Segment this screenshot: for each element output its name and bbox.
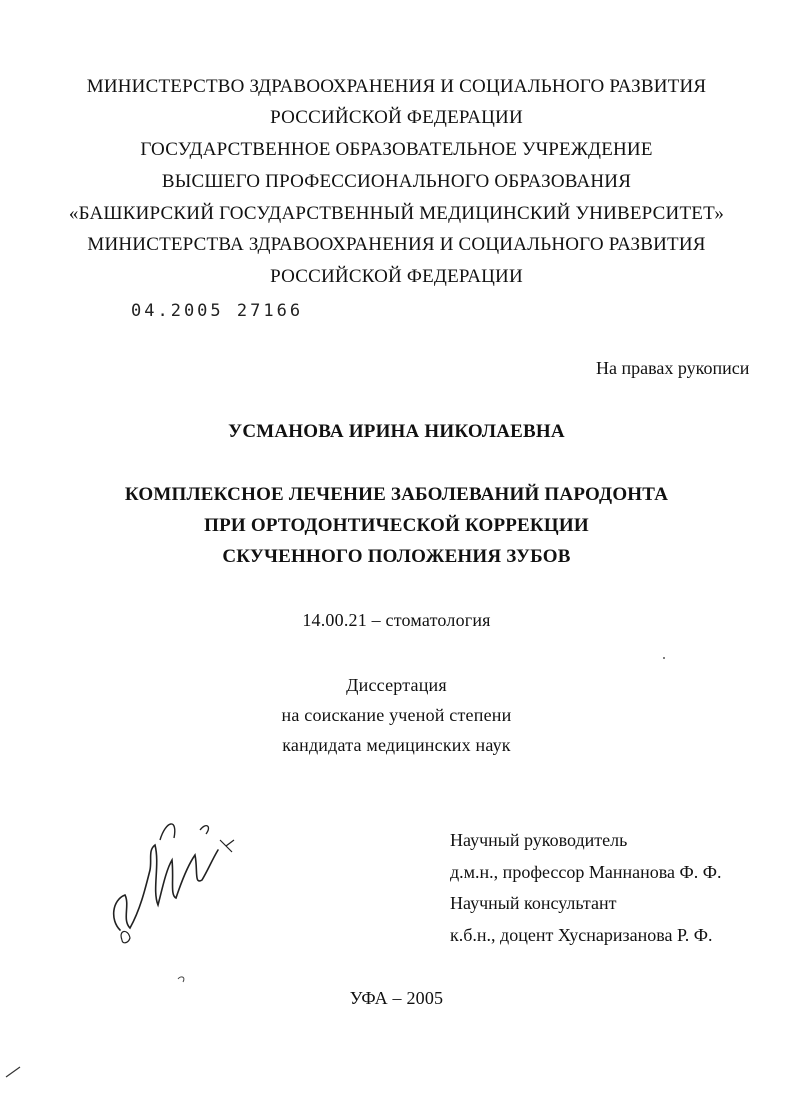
consultant-name: к.б.н., доцент Хуснаризанова Р. Ф.	[450, 925, 713, 945]
consultant-label: Научный консультант	[450, 893, 617, 913]
title-line-1: КОМПЛЕКСНОЕ ЛЕЧЕНИЕ ЗАБОЛЕВАНИЙ ПАРОДОНТА	[124, 484, 669, 505]
degree-line-2: на соискание ученой степени	[281, 705, 512, 725]
scan-mark	[176, 975, 188, 987]
degree-line-1: Диссертация	[346, 675, 447, 695]
title-line-2: ПРИ ОРТОДОНТИЧЕСКОЙ КОРРЕКЦИИ	[204, 515, 589, 536]
header-line-5: «БАШКИРСКИЙ ГОСУДАРСТВЕННЫЙ МЕДИЦИНСКИЙ УНИВЕРСИТЕТ»	[68, 203, 725, 224]
supervisor-name: д.м.н., профессор Маннанова Ф. Ф.	[450, 862, 722, 882]
header-line-3: ГОСУДАРСТВЕННОЕ ОБРАЗОВАТЕЛЬНОЕ УЧРЕЖДЕНИЕ	[140, 139, 653, 160]
header-line-1: МИНИСТЕРСТВО ЗДРАВООХРАНЕНИЯ И СОЦИАЛЬНОГО РАЗВИТИЯ	[86, 76, 707, 97]
scan-dot	[662, 656, 666, 660]
library-stamp-number: 04.2005 27166	[131, 301, 304, 321]
header-line-6: МИНИСТЕРСТВА ЗДРАВООХРАНЕНИЯ И СОЦИАЛЬНОГО РАЗВИТИЯ	[87, 234, 706, 255]
header-line-4: ВЫСШЕГО ПРОФЕССИОНАЛЬНОГО ОБРАЗОВАНИЯ	[161, 171, 632, 192]
header-line-7: РОССИЙСКОЙ ФЕДЕРАЦИИ	[270, 266, 523, 287]
author-name: УСМАНОВА ИРИНА НИКОЛАЕВНА	[228, 421, 565, 442]
specialty: 14.00.21 – стоматология	[302, 610, 491, 630]
handwritten-signature	[100, 810, 240, 950]
manuscript-note: На правах рукописи	[596, 358, 750, 378]
header-line-2: РОССИЙСКОЙ ФЕДЕРАЦИИ	[270, 107, 523, 128]
scan-mark-corner	[4, 1065, 22, 1079]
city-year: УФА – 2005	[349, 988, 444, 1008]
title-line-3: СКУЧЕННОГО ПОЛОЖЕНИЯ ЗУБОВ	[222, 546, 571, 567]
supervisor-label: Научный руководитель	[450, 830, 628, 850]
degree-line-3: кандидата медицинских наук	[282, 735, 511, 755]
